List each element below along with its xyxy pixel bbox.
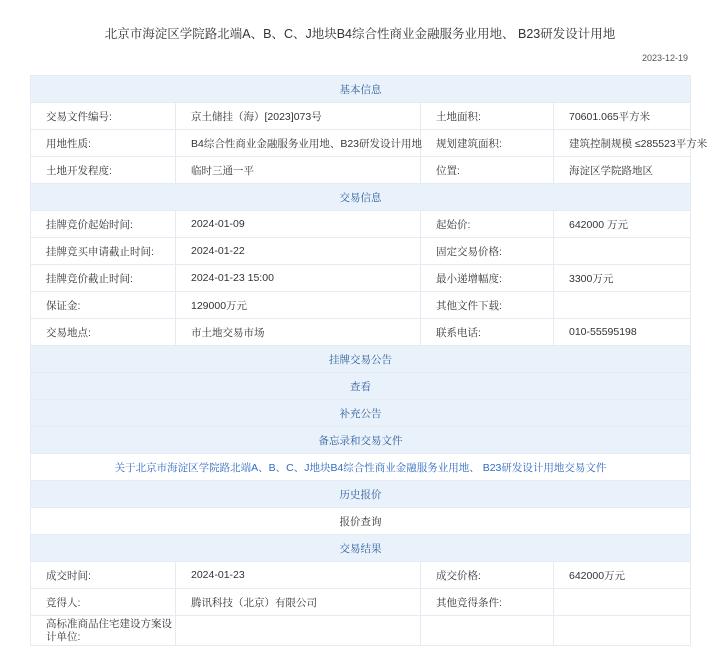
- table-row: [31, 157, 691, 184]
- doc-number-label: 交易文件编号:: [31, 103, 176, 130]
- section-title: 基本信息: [31, 76, 691, 103]
- winner-value: 腾讯科技（北京）有限公司: [176, 589, 421, 616]
- land-use-value: B4综合性商业金融服务业用地、B23研发设计用地: [176, 130, 421, 157]
- section-history: [31, 481, 691, 508]
- other-conditions-value: [554, 589, 691, 616]
- other-files-value[interactable]: [554, 292, 691, 319]
- development-label: 土地开发程度:: [31, 157, 176, 184]
- deal-price-value: 642000万元: [554, 562, 691, 589]
- table-row: [31, 616, 691, 646]
- planned-area-value: 建筑控制规模 ≤285523平方米: [554, 130, 691, 157]
- trade-place-value: 市土地交易市场: [176, 319, 421, 346]
- bid-start-label: 挂牌竞价起始时间:: [31, 211, 176, 238]
- design-unit-label: 高标准商品住宅建设方案设计单位:: [31, 616, 176, 646]
- phone-value: 010-55595198: [554, 319, 691, 346]
- table-row: [31, 238, 691, 265]
- section-basic: [31, 76, 691, 103]
- info-table: [30, 75, 708, 646]
- land-area-label: 土地面积:: [421, 103, 554, 130]
- trade-place-label: 交易地点:: [31, 319, 176, 346]
- memo-link-row: [31, 454, 691, 481]
- section-title: 挂牌交易公告: [31, 346, 691, 373]
- deposit-label: 保证金:: [31, 292, 176, 319]
- bid-start-value: 2024-01-09: [176, 211, 421, 238]
- deal-time-value: 2024-01-23: [176, 562, 421, 589]
- page-title: 北京市海淀区学院路北端A、B、C、J地块B4综合性商业金融服务业用地、 B23研发设计用地: [104, 27, 616, 41]
- land-area-value: 70601.065平方米: [554, 103, 691, 130]
- price-query-link[interactable]: 报价查询: [31, 508, 691, 535]
- planned-area-label: 规划建筑面积:: [421, 130, 554, 157]
- view-link-row: [31, 373, 691, 400]
- min-increment-value: 3300万元: [554, 265, 691, 292]
- trade-document-link[interactable]: 关于北京市海淀区学院路北端A、B、C、J地块B4综合性商业金融服务业用地、 B23研发设计用地交易文件: [31, 454, 691, 481]
- bid-end-value: 2024-01-23 15:00: [176, 265, 421, 292]
- section-title: 历史报价: [31, 481, 691, 508]
- deal-price-label: 成交价格:: [421, 562, 554, 589]
- doc-number-value: 京土储挂（海）[2023]073号: [176, 103, 421, 130]
- development-value: 临时三通一平: [176, 157, 421, 184]
- supplement-link[interactable]: 补充公告: [31, 400, 691, 427]
- section-result: [31, 535, 691, 562]
- start-price-label: 起始价:: [421, 211, 554, 238]
- deposit-value: 129000万元: [176, 292, 421, 319]
- publish-date: 2023-12-19: [641, 53, 688, 63]
- other-files-label: 其他文件下载:: [421, 292, 554, 319]
- location-label: 位置:: [421, 157, 554, 184]
- table-row: [31, 589, 691, 616]
- fixed-price-value: [554, 238, 691, 265]
- section-title: 交易信息: [31, 184, 691, 211]
- section-memo: [31, 427, 691, 454]
- table-row: [31, 103, 691, 130]
- other-conditions-label: 其他竞得条件:: [421, 589, 554, 616]
- apply-deadline-value: 2024-01-22: [176, 238, 421, 265]
- price-query-row: [31, 508, 691, 535]
- empty-label: [421, 616, 554, 646]
- min-increment-label: 最小递增幅度:: [421, 265, 554, 292]
- apply-deadline-label: 挂牌竞买申请截止时间:: [31, 238, 176, 265]
- section-title: 备忘录和交易文件: [31, 427, 691, 454]
- section-title: 交易结果: [31, 535, 691, 562]
- table-row: [31, 265, 691, 292]
- phone-label: 联系电话:: [421, 319, 554, 346]
- winner-label: 竞得人:: [31, 589, 176, 616]
- table-row: [31, 562, 691, 589]
- location-value: 海淀区学院路地区: [554, 157, 691, 184]
- section-trade: [31, 184, 691, 211]
- view-link[interactable]: 查看: [31, 373, 691, 400]
- table-row: [31, 130, 691, 157]
- table-row: [31, 211, 691, 238]
- bid-end-label: 挂牌竞价截止时间:: [31, 265, 176, 292]
- table-row: [31, 292, 691, 319]
- section-announcement: [31, 346, 691, 373]
- start-price-value: 642000 万元: [554, 211, 691, 238]
- deal-time-label: 成交时间:: [31, 562, 176, 589]
- table-row: [31, 319, 691, 346]
- section-supplement: [31, 400, 691, 427]
- empty-value: [554, 616, 691, 646]
- land-use-label: 用地性质:: [31, 130, 176, 157]
- design-unit-value: [176, 616, 421, 646]
- fixed-price-label: 固定交易价格:: [421, 238, 554, 265]
